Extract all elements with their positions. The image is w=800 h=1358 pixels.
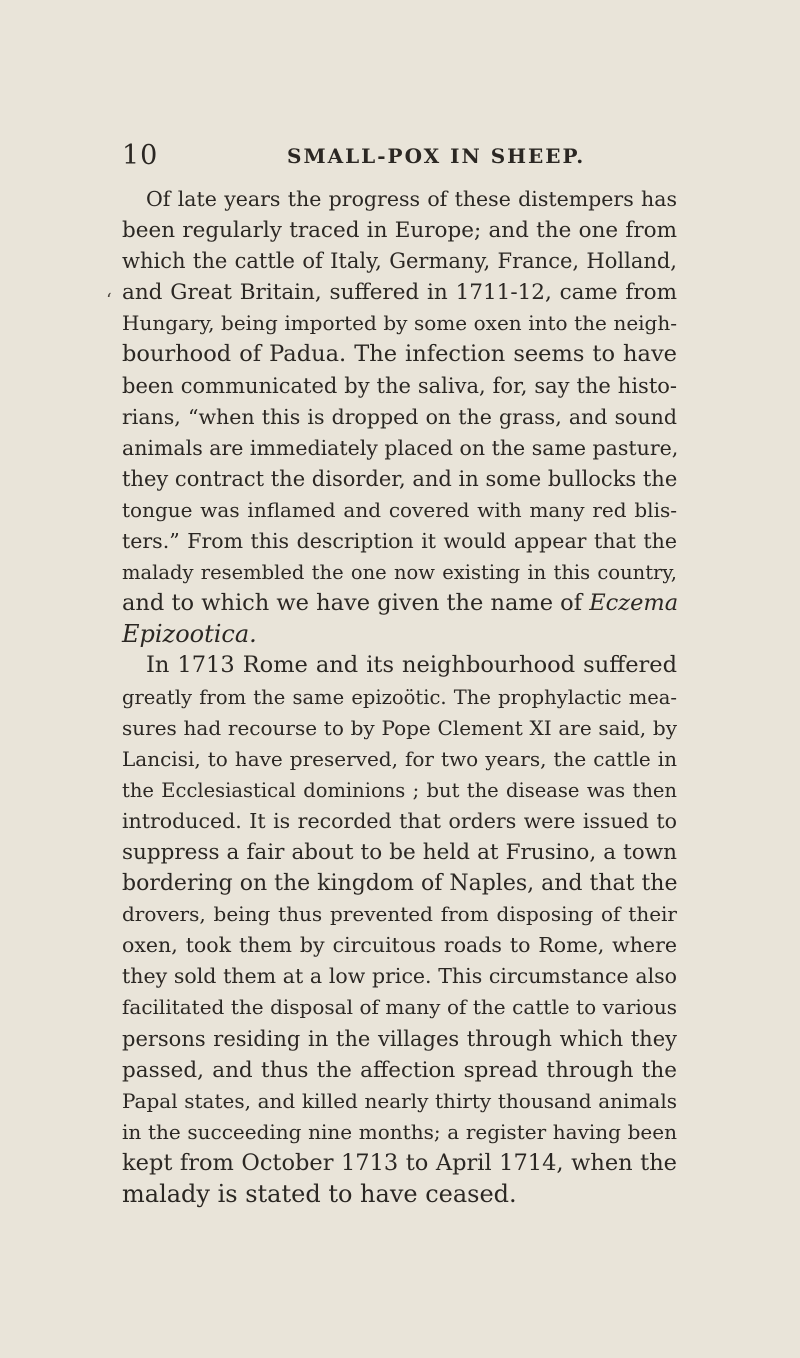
text-line: sures had recourse to by Pope Clement XI are said, by xyxy=(122,715,677,740)
text-line: ters.” From this description it would appear that the xyxy=(122,529,677,554)
text-line: suppress a fair about to be held at Frusino, a town xyxy=(122,839,677,865)
body-text xyxy=(122,184,677,1210)
running-head xyxy=(122,140,682,180)
text-line: tongue was inflamed and covered with many red blis- xyxy=(122,497,677,522)
text-line: malady is stated to have ceased. xyxy=(122,1180,517,1208)
paragraph-2 xyxy=(122,650,677,1210)
text-line: bordering on the kingdom of Naples, and that the xyxy=(122,871,678,897)
text-line: bourhood of Padua. The infection seems to have xyxy=(122,341,677,368)
text-line: they sold them at a low price. This circumstance also xyxy=(122,964,677,989)
text-line: Of late years the progress of these distempers has xyxy=(146,187,677,211)
text-line: introduced. It is recorded that orders were issued to xyxy=(122,808,677,833)
text-line: been regularly traced in Europe; and the one from xyxy=(122,218,677,244)
text-line: facilitated the disposal of many of the cattle to various xyxy=(122,995,677,1020)
text-line: which the cattle of Italy, Germany, France, Holland, xyxy=(122,249,677,274)
margin-mark: ‘ xyxy=(106,290,112,311)
text-line: been communicated by the saliva, for, say the histo- xyxy=(122,373,677,398)
text-span: and to which we have given the name of xyxy=(122,590,583,617)
text-line: and Great Britain, suffered in 1711-12, came from xyxy=(122,280,677,306)
text-line: passed, and thus the affection spread through the xyxy=(122,1057,677,1083)
italic-term: Eczema xyxy=(589,590,679,617)
text-line: the Ecclesiastical dominions ; but the disease was then xyxy=(122,778,677,802)
text-line: in the succeeding nine months; a register having been xyxy=(122,1119,677,1144)
running-title: SMALL-POX IN SHEEP. xyxy=(287,144,586,168)
text-line: animals are immediately placed on the same pasture, xyxy=(122,435,679,460)
text-line: oxen, took them by circuitous roads to Rome, where xyxy=(122,933,677,958)
text-line: kept from October 1713 to April 1714, when the xyxy=(122,1149,677,1176)
text-line: rians, “when this is dropped on the grass, and sound xyxy=(122,404,677,429)
text-line: they contract the disorder, and in some bullocks the xyxy=(122,466,678,491)
text-line: Papal states, and killed nearly thirty thousand animals xyxy=(122,1088,677,1113)
page-number: 10 xyxy=(122,140,159,171)
text-line: greatly from the same epizoötic. The prophylactic mea- xyxy=(122,685,677,709)
text-line: malady resembled the one now existing in this country, xyxy=(122,561,677,585)
text-line xyxy=(122,619,677,650)
text-line: Lancisi, to have preserved, for two years, the cattle in xyxy=(122,746,677,771)
text-line xyxy=(122,588,677,619)
text-line: In 1713 Rome and its neighbourhood suffered xyxy=(146,652,677,679)
paragraph-1 xyxy=(122,184,677,650)
text-line: persons residing in the villages through which they xyxy=(122,1026,677,1051)
text-line: drovers, being thus prevented from disposing of their xyxy=(122,902,677,927)
italic-term: Epizootica. xyxy=(122,620,257,649)
text-line: Hungary, being imported by some oxen into the neigh- xyxy=(122,311,677,336)
